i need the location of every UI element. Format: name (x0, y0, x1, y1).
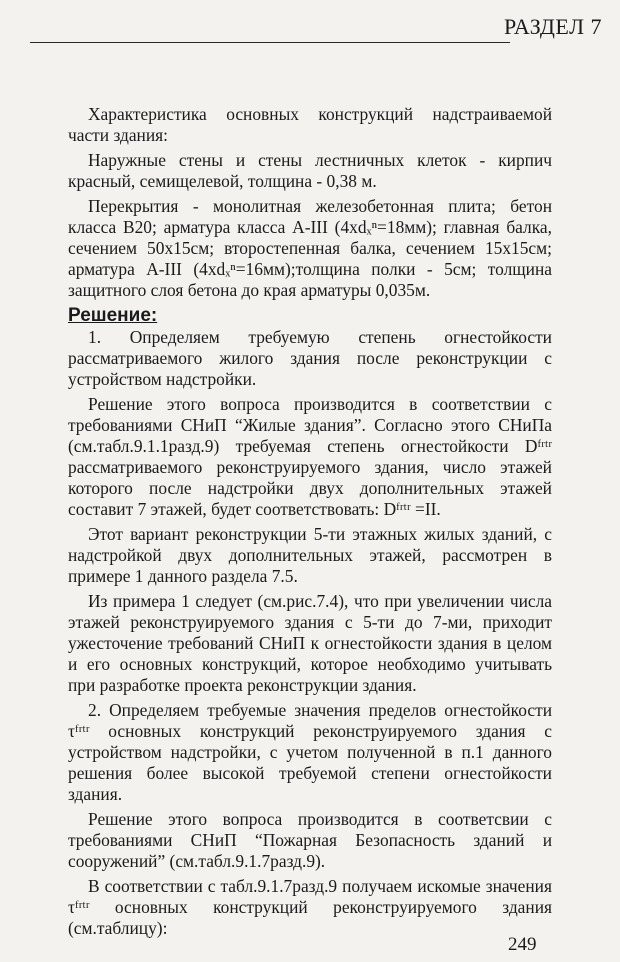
page-number: 249 (508, 934, 537, 955)
step-2-explanation: Решение этого вопроса производится в соответсвии с требованиями СНиП “Пожарная Безопасность зданий и сооружений” (см.табл.9.1.7разд.9). (68, 809, 552, 871)
example-paragraph: Из примера 1 следует (см.рис.7.4), что при увеличении числа этажей реконструируемого здания с 5-ти до 7-ми, приходит ужесточение требований СНиП к огнестойкости здания в целом и его основных конструкций, которое необходимо учитывать при разработке проекта реконструкции здания. (68, 591, 552, 695)
step-2-paragraph: 2. Определяем требуемые значения пределов огнестойкости τᶠʳᵗʳ основных конструкций реконструируемого здания с устройством надстройки, с учетом полученной в п.1 данного решения более высокой требуемой степени огнестойкости здания. (68, 700, 552, 804)
header-rule (30, 42, 510, 43)
walls-paragraph: Наружные стены и стены лестничных клеток - кирпич красный, семищелевой, толщина - 0,38 м. (68, 150, 552, 191)
table-intro-paragraph: В соответствии с табл.9.1.7разд.9 получаем искомые значения τᶠʳᵗʳ основных конструкций реконструируемого здания (см.таблицу): (68, 876, 552, 938)
intro-heading: Характеристика основных конструкций надстраиваемой части здания: (68, 104, 552, 145)
page-body (68, 104, 552, 943)
step-1-explanation: Решение этого вопроса производится в соответствии с требованиями СНиП “Жилые здания”. Согласно этого СНиПа (см.табл.9.1.1разд.9) требуемая степень огнестойкости Dᶠʳᵗʳ рассматриваемого реконструируемого здания, число этажей которого после надстройки двух дополнительных этажей составит 7 этажей, будет соответствовать: Dᶠʳᵗʳ =II. (68, 394, 552, 519)
solution-heading: Решение: (68, 305, 158, 326)
section-label: РАЗДЕЛ 7 (503, 14, 602, 39)
page-header (30, 14, 602, 44)
floors-paragraph: Перекрытия - монолитная железобетонная плита; бетон класса В20; арматура класса А-III (4xdₓⁿ=18мм); главная балка, сечением 50x15см; второстепенная балка, сечением 15x15см; арматура А-III (4xdₓⁿ=16мм);толщина полки - 5см; толщина защитного слоя бетона до края арматуры 0,035м. (68, 196, 552, 300)
step-1-paragraph: 1. Определяем требуемую степень огнестойкости рассматриваемого жилого здания после реконструкции с устройством надстройки. (68, 327, 552, 389)
variant-paragraph: Этот вариант реконструкции 5-ти этажных жилых зданий, с надстройкой двух дополнительных этажей, рассмотрен в примере 1 данного раздела 7.5. (68, 524, 552, 586)
